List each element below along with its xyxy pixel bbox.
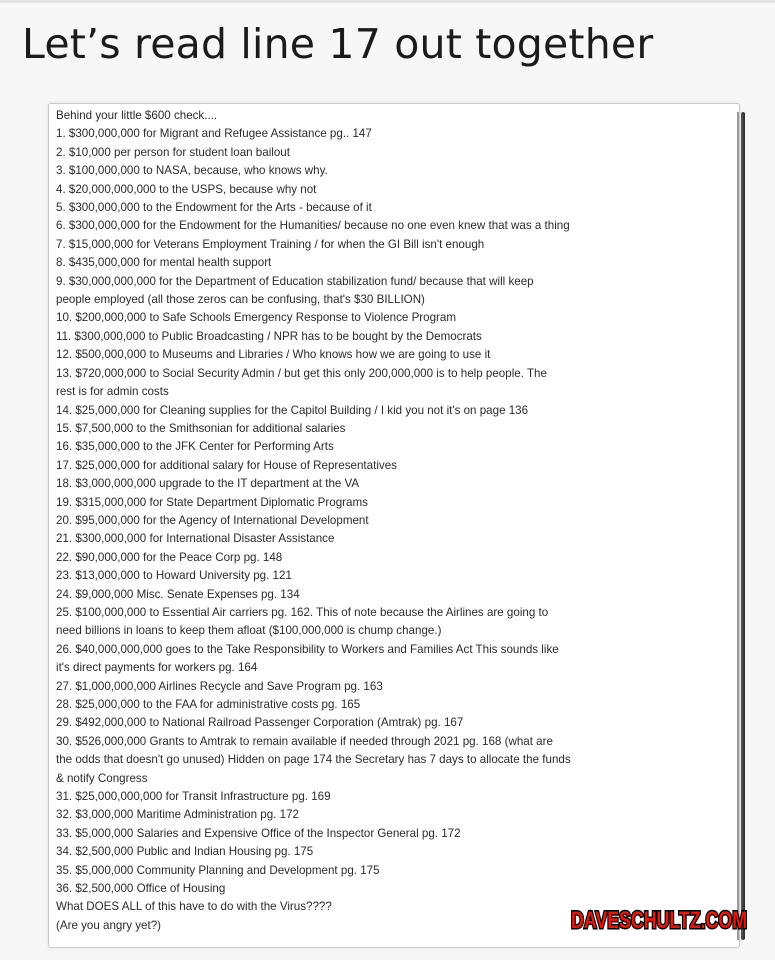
- list-item: 18. $3,000,000,000 upgrade to the IT department at the VA: [56, 477, 360, 491]
- top-border: [0, 0, 775, 3]
- list-item: 27. $1,000,000,000 Airlines Recycle and Save Program pg. 163: [56, 679, 383, 693]
- list-item: 15. $7,500,000 to the Smithsonian for additional salaries: [56, 421, 346, 435]
- post-title: Let’s read line 17 out together: [22, 20, 654, 68]
- list-item: 10. $200,000,000 to Safe Schools Emergency Response to Violence Program: [56, 311, 457, 325]
- list-item: 9. $30,000,000,000 for the Department of Education stabilization fund/ because that will keep: [56, 274, 534, 288]
- list-item: 1. $300,000,000 for Migrant and Refugee Assistance pg.. 147: [56, 127, 372, 141]
- card-edge-highlight: [737, 112, 739, 940]
- list-item: & notify Congress: [56, 771, 148, 785]
- list-item: 21. $300,000,000 for International Disaster Assistance: [56, 532, 335, 546]
- list-item: 13. $720,000,000 to Social Security Admin / but get this only 200,000,000 is to help people. The: [56, 366, 547, 380]
- list-item: 22. $90,000,000 for the Peace Corp pg. 148: [56, 550, 283, 564]
- list-item: 25. $100,000,000 to Essential Air carriers pg. 162. This of note because the Airlines are going to: [56, 605, 549, 619]
- note-outro-angry: (Are you angry yet?): [56, 918, 162, 932]
- list-item: rest is for admin costs: [56, 385, 169, 399]
- list-item: need billions in loans to keep them afloat ($100,000,000 is chump change.): [56, 624, 442, 638]
- list-item: 4. $20,000,000,000 to the USPS, because why not: [56, 182, 317, 196]
- list-item: 29. $492,000,000 to National Railroad Passenger Corporation (Amtrak) pg. 167: [56, 716, 464, 730]
- list-item: 24. $9,000,000 Misc. Senate Expenses pg. 134: [56, 587, 300, 601]
- list-item: 17. $25,000,000 for additional salary for House of Representatives: [56, 458, 397, 472]
- watermark-logo: [568, 900, 750, 938]
- list-item: 14. $25,000,000 for Cleaning supplies for the Capitol Building / I kid you not it's on page 136: [56, 403, 529, 417]
- list-item: 33. $5,000,000 Salaries and Expensive Office of the Inspector General pg. 172: [56, 826, 461, 840]
- list-item: 8. $435,000,000 for mental health support: [56, 256, 272, 270]
- list-item: 26. $40,000,000,000 goes to the Take Responsibility to Workers and Families Act This sounds like: [56, 642, 559, 656]
- watermark-text: DAVESCHULTZ.COM: [571, 907, 747, 934]
- list-item: 28. $25,000,000 to the FAA for administrative costs pg. 165: [56, 698, 361, 711]
- note-text: [56, 107, 732, 935]
- card-edge-shadow: [741, 112, 745, 940]
- note-intro: Behind your little $600 check....: [56, 109, 218, 122]
- list-item: 19. $315,000,000 for State Department Diplomatic Programs: [56, 495, 368, 509]
- list-item: 20. $95,000,000 for the Agency of International Development: [56, 513, 369, 527]
- list-item: 30. $526,000,000 Grants to Amtrak to remain available if needed through 2021 pg. 168 (what are: [56, 734, 553, 748]
- list-item: 11. $300,000,000 to Public Broadcasting / NPR has to be bought by the Democrats: [56, 329, 482, 343]
- list-item: 5. $300,000,000 to the Endowment for the Arts - because of it: [56, 201, 372, 215]
- list-item: it's direct payments for workers pg. 164: [56, 661, 258, 675]
- list-item: 2. $10,000 per person for student loan bailout: [56, 145, 290, 159]
- list-item: 32. $3,000,000 Maritime Administration pg. 172: [56, 808, 299, 822]
- list-item: 23. $13,000,000 to Howard University pg. 121: [56, 569, 292, 583]
- list-item: 36. $2,500,000 Office of Housing: [56, 882, 226, 896]
- list-item: 35. $5,000,000 Community Planning and Development pg. 175: [56, 863, 380, 877]
- list-item: 16. $35,000,000 to the JFK Center for Performing Arts: [56, 440, 334, 454]
- list-item: the odds that doesn't go unused) Hidden on page 174 the Secretary has 7 days to allocate the funds: [56, 753, 571, 767]
- list-item: 3. $100,000,000 to NASA, because, who knows why.: [56, 164, 328, 178]
- list-item: 34. $2,500,000 Public and Indian Housing pg. 175: [56, 845, 314, 859]
- list-item: 7. $15,000,000 for Veterans Employment Training / for when the GI Bill isn't enough: [56, 237, 485, 251]
- note-list: [56, 125, 732, 898]
- list-item: 12. $500,000,000 to Museums and Libraries / Who knows how we are going to use it: [56, 348, 491, 362]
- list-item: 6. $300,000,000 for the Endowment for the Humanities/ because no one even knew that was a thing: [56, 219, 570, 233]
- note-outro-question: What DOES ALL of this have to do with the Virus????: [56, 900, 332, 914]
- list-item: 31. $25,000,000,000 for Transit Infrastructure pg. 169: [56, 790, 331, 804]
- list-item: people employed (all those zeros can be confusing, that's $30 BILLION): [56, 293, 425, 307]
